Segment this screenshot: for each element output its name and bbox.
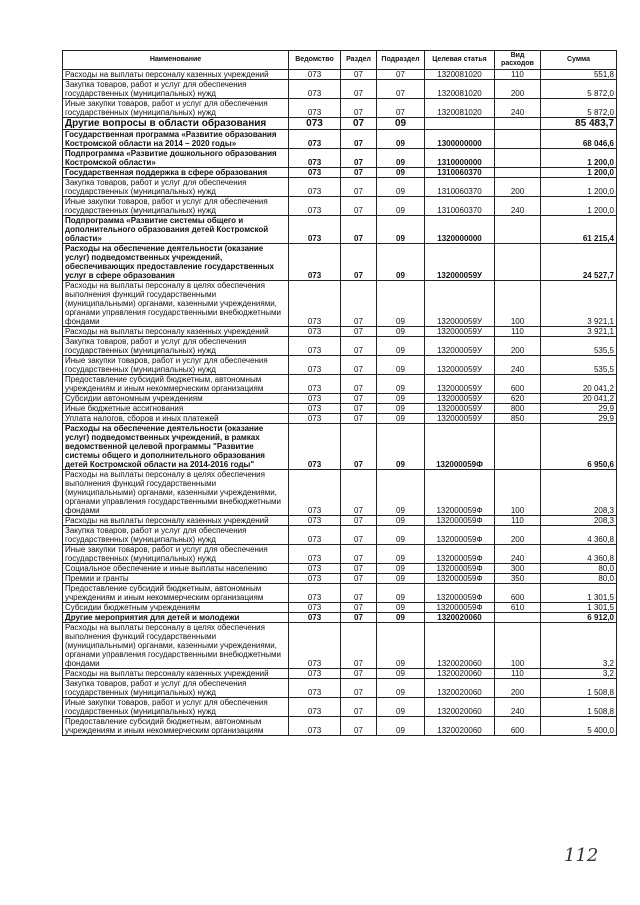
row-subsection-cell: 09: [377, 118, 425, 130]
row-subsection-cell: 09: [377, 574, 425, 584]
row-section-cell: 07: [341, 99, 377, 118]
row-section-cell: 07: [341, 404, 377, 414]
row-amount-cell: 208,3: [541, 470, 617, 516]
row-section-cell: 07: [341, 356, 377, 375]
row-target-article-cell: 1320020060: [425, 669, 495, 679]
row-name-cell: Закупка товаров, работ и услуг для обеспечения государственных (муниципальных) нужд: [63, 526, 289, 545]
row-subsection-cell: 07: [377, 80, 425, 99]
row-amount-cell: 3 921,1: [541, 281, 617, 327]
row-amount-cell: 4 360,8: [541, 545, 617, 564]
row-subsection-cell: 09: [377, 337, 425, 356]
row-amount-cell: 1 200,0: [541, 149, 617, 168]
row-target-article-cell: 132000059У: [425, 244, 495, 281]
row-name-cell: Расходы на обеспечение деятельности (оказание услуг) подведомственных учреждений, обеспечивающих предоставление государственных услуг в сфере образования: [63, 244, 289, 281]
row-subsection-cell: 09: [377, 545, 425, 564]
row-target-article-cell: 1320081020: [425, 80, 495, 99]
row-department-cell: 073: [289, 679, 341, 698]
row-name-cell: Уплата налогов, сборов и иных платежей: [63, 414, 289, 424]
row-subsection-cell: 09: [377, 327, 425, 337]
row-name-cell: Субсидии автономным учреждениям: [63, 394, 289, 404]
table-row: [63, 327, 617, 337]
row-amount-cell: 80,0: [541, 564, 617, 574]
table-row: [63, 99, 617, 118]
table-row: [63, 197, 617, 216]
row-section-cell: 07: [341, 717, 377, 736]
row-subsection-cell: 09: [377, 526, 425, 545]
row-expense-type-cell: 350: [495, 574, 541, 584]
row-section-cell: 07: [341, 216, 377, 244]
table-row: [63, 244, 617, 281]
row-subsection-cell: 09: [377, 197, 425, 216]
row-section-cell: 07: [341, 623, 377, 669]
row-amount-cell: 1 301,5: [541, 584, 617, 603]
row-section-cell: 07: [341, 669, 377, 679]
row-department-cell: 073: [289, 178, 341, 197]
row-amount-cell: 535,5: [541, 356, 617, 375]
table-row: [63, 679, 617, 698]
row-section-cell: 07: [341, 526, 377, 545]
row-amount-cell: 1 200,0: [541, 178, 617, 197]
row-expense-type-cell: 110: [495, 516, 541, 526]
row-name-cell: Иные закупки товаров, работ и услуг для обеспечения государственных (муниципальных) нужд: [63, 698, 289, 717]
row-target-article-cell: 132000059У: [425, 356, 495, 375]
table-row: [63, 70, 617, 80]
row-name-cell: Другие вопросы в области образования: [63, 118, 289, 130]
row-name-cell: Предоставление субсидий бюджетным, автономным учреждениям и иным некоммерческим организациям: [63, 717, 289, 736]
row-target-article-cell: 1300000000: [425, 130, 495, 149]
row-target-article-cell: 132000059Ф: [425, 603, 495, 613]
row-section-cell: 07: [341, 698, 377, 717]
table-row: [63, 516, 617, 526]
row-name-cell: Другие мероприятия для детей и молодежи: [63, 613, 289, 623]
row-subsection-cell: 09: [377, 356, 425, 375]
row-department-cell: 073: [289, 337, 341, 356]
row-department-cell: 073: [289, 327, 341, 337]
row-expense-type-cell: 240: [495, 545, 541, 564]
row-section-cell: 07: [341, 584, 377, 603]
header-department: Ведомство: [289, 51, 341, 70]
row-department-cell: 073: [289, 130, 341, 149]
row-expense-type-cell: 110: [495, 669, 541, 679]
row-target-article-cell: 1310060370: [425, 197, 495, 216]
row-section-cell: 07: [341, 564, 377, 574]
table-row: [63, 526, 617, 545]
row-name-cell: Иные закупки товаров, работ и услуг для обеспечения государственных (муниципальных) нужд: [63, 99, 289, 118]
row-subsection-cell: 09: [377, 623, 425, 669]
row-expense-type-cell: 100: [495, 470, 541, 516]
budget-table: [62, 50, 617, 736]
row-name-cell: Расходы на выплаты персоналу в целях обеспечения выполнения функций государственными (муниципальными) органами, казенными учреждениями, органами управления государственными внебюджетными фондами: [63, 623, 289, 669]
header-name: Наименование: [63, 51, 289, 70]
row-subsection-cell: 09: [377, 168, 425, 178]
row-target-article-cell: 1320020060: [425, 698, 495, 717]
row-amount-cell: 29,9: [541, 404, 617, 414]
row-subsection-cell: 09: [377, 216, 425, 244]
row-department-cell: 073: [289, 70, 341, 80]
table-header-row: [63, 51, 617, 70]
row-name-cell: Расходы на выплаты персоналу в целях обеспечения выполнения функций государственными (муниципальными) органами, казенными учреждениями, органами управления государственными внебюджетными фондами: [63, 281, 289, 327]
row-department-cell: 073: [289, 545, 341, 564]
row-section-cell: 07: [341, 337, 377, 356]
row-subsection-cell: 09: [377, 470, 425, 516]
table-row: [63, 149, 617, 168]
row-expense-type-cell: [495, 216, 541, 244]
row-target-article-cell: 1320020060: [425, 623, 495, 669]
row-name-cell: Иные закупки товаров, работ и услуг для обеспечения государственных (муниципальных) нужд: [63, 197, 289, 216]
row-name-cell: Закупка товаров, работ и услуг для обеспечения государственных (муниципальных) нужд: [63, 80, 289, 99]
row-amount-cell: 5 872,0: [541, 80, 617, 99]
row-name-cell: Расходы на выплаты персоналу казенных учреждений: [63, 516, 289, 526]
table-row: [63, 281, 617, 327]
table-row: [63, 669, 617, 679]
row-department-cell: 073: [289, 424, 341, 470]
row-subsection-cell: 09: [377, 149, 425, 168]
header-amount: Сумма: [541, 51, 617, 70]
table-row: [63, 168, 617, 178]
row-name-cell: Иные закупки товаров, работ и услуг для обеспечения государственных (муниципальных) нужд: [63, 356, 289, 375]
row-target-article-cell: 1320020060: [425, 717, 495, 736]
row-section-cell: 07: [341, 613, 377, 623]
row-name-cell: Иные закупки товаров, работ и услуг для обеспечения государственных (муниципальных) нужд: [63, 545, 289, 564]
row-section-cell: 07: [341, 178, 377, 197]
row-section-cell: 07: [341, 603, 377, 613]
row-subsection-cell: 09: [377, 613, 425, 623]
row-subsection-cell: 09: [377, 244, 425, 281]
row-department-cell: 073: [289, 603, 341, 613]
row-target-article-cell: 132000059Ф: [425, 526, 495, 545]
table-row: [63, 404, 617, 414]
table-row: [63, 613, 617, 623]
row-department-cell: 073: [289, 281, 341, 327]
row-expense-type-cell: 200: [495, 526, 541, 545]
row-department-cell: 073: [289, 516, 341, 526]
row-expense-type-cell: 200: [495, 337, 541, 356]
row-subsection-cell: 09: [377, 584, 425, 603]
table-row: [63, 216, 617, 244]
row-expense-type-cell: 110: [495, 70, 541, 80]
row-amount-cell: 3 921,1: [541, 327, 617, 337]
row-target-article-cell: 132000059Ф: [425, 584, 495, 603]
row-target-article-cell: 1320081020: [425, 70, 495, 80]
row-department-cell: 073: [289, 149, 341, 168]
row-name-cell: Закупка товаров, работ и услуг для обеспечения государственных (муниципальных) нужд: [63, 679, 289, 698]
table-row: [63, 623, 617, 669]
row-name-cell: Расходы на выплаты персоналу в целях обеспечения выполнения функций государственными (муниципальными) органами, казенными учреждениями, органами управления государственными внебюджетными фондами: [63, 470, 289, 516]
row-expense-type-cell: [495, 118, 541, 130]
row-name-cell: Подпрограмма «Развитие системы общего и дополнительного образования детей Костромской области»: [63, 216, 289, 244]
row-department-cell: 073: [289, 244, 341, 281]
row-department-cell: 073: [289, 197, 341, 216]
row-expense-type-cell: 200: [495, 178, 541, 197]
row-section-cell: 07: [341, 574, 377, 584]
row-expense-type-cell: 620: [495, 394, 541, 404]
row-target-article-cell: [425, 118, 495, 130]
row-expense-type-cell: [495, 168, 541, 178]
row-department-cell: 073: [289, 526, 341, 545]
table-row: [63, 545, 617, 564]
row-target-article-cell: 1310000000: [425, 149, 495, 168]
row-subsection-cell: 09: [377, 130, 425, 149]
row-section-cell: 07: [341, 149, 377, 168]
header-subsection: Подраздел: [377, 51, 425, 70]
row-department-cell: 073: [289, 404, 341, 414]
row-section-cell: 07: [341, 327, 377, 337]
page-number: 112: [564, 845, 599, 866]
row-target-article-cell: 132000059У: [425, 394, 495, 404]
row-amount-cell: 85 483,7: [541, 118, 617, 130]
row-amount-cell: 535,5: [541, 337, 617, 356]
row-amount-cell: 29,9: [541, 414, 617, 424]
row-department-cell: 073: [289, 118, 341, 130]
row-section-cell: 07: [341, 70, 377, 80]
row-expense-type-cell: 100: [495, 623, 541, 669]
row-amount-cell: 61 215,4: [541, 216, 617, 244]
row-target-article-cell: 1320020060: [425, 679, 495, 698]
row-amount-cell: 1 301,5: [541, 603, 617, 613]
row-expense-type-cell: 200: [495, 679, 541, 698]
row-department-cell: 073: [289, 216, 341, 244]
row-subsection-cell: 07: [377, 70, 425, 80]
row-subsection-cell: 09: [377, 424, 425, 470]
row-subsection-cell: 09: [377, 414, 425, 424]
row-expense-type-cell: 600: [495, 717, 541, 736]
row-department-cell: 073: [289, 717, 341, 736]
row-name-cell: Закупка товаров, работ и услуг для обеспечения государственных (муниципальных) нужд: [63, 337, 289, 356]
row-target-article-cell: 132000059Ф: [425, 516, 495, 526]
table-row: [63, 394, 617, 404]
row-department-cell: 073: [289, 80, 341, 99]
header-target-article: Целевая статья: [425, 51, 495, 70]
row-name-cell: Расходы на обеспечение деятельности (оказание услуг) подведомственных учреждений, в рамках ведомственной целевой программы "Развитие системы общего и дополнительного образования детей Костромской области на 2014-2016 годы": [63, 424, 289, 470]
row-expense-type-cell: [495, 613, 541, 623]
row-section-cell: 07: [341, 424, 377, 470]
row-section-cell: 07: [341, 244, 377, 281]
row-target-article-cell: 132000059У: [425, 375, 495, 394]
row-amount-cell: 20 041,2: [541, 394, 617, 404]
table-row: [63, 584, 617, 603]
header-expense-type: Вид расходов: [495, 51, 541, 70]
row-department-cell: 073: [289, 574, 341, 584]
row-amount-cell: 68 046,6: [541, 130, 617, 149]
row-department-cell: 073: [289, 470, 341, 516]
row-target-article-cell: 132000059У: [425, 414, 495, 424]
row-amount-cell: 3,2: [541, 669, 617, 679]
table-row: [63, 375, 617, 394]
row-amount-cell: 3,2: [541, 623, 617, 669]
row-amount-cell: 6 912,0: [541, 613, 617, 623]
row-subsection-cell: 09: [377, 281, 425, 327]
row-expense-type-cell: 240: [495, 197, 541, 216]
row-target-article-cell: 1320081020: [425, 99, 495, 118]
row-section-cell: 07: [341, 470, 377, 516]
row-target-article-cell: 1310060370: [425, 168, 495, 178]
row-amount-cell: 1 200,0: [541, 168, 617, 178]
row-name-cell: Предоставление субсидий бюджетным, автономным учреждениям и иным некоммерческим организациям: [63, 375, 289, 394]
row-expense-type-cell: 600: [495, 375, 541, 394]
table-row: [63, 118, 617, 130]
row-target-article-cell: 132000059Ф: [425, 470, 495, 516]
row-target-article-cell: 1310060370: [425, 178, 495, 197]
row-target-article-cell: 132000059Ф: [425, 424, 495, 470]
row-expense-type-cell: 240: [495, 356, 541, 375]
row-expense-type-cell: 240: [495, 698, 541, 717]
row-name-cell: Субсидии бюджетным учреждениям: [63, 603, 289, 613]
table-body: [63, 70, 617, 736]
row-subsection-cell: 09: [377, 698, 425, 717]
row-expense-type-cell: 100: [495, 281, 541, 327]
row-amount-cell: 1 200,0: [541, 197, 617, 216]
row-subsection-cell: 09: [377, 375, 425, 394]
row-target-article-cell: 132000059У: [425, 327, 495, 337]
row-subsection-cell: 07: [377, 99, 425, 118]
row-section-cell: 07: [341, 197, 377, 216]
table-row: [63, 414, 617, 424]
row-section-cell: 07: [341, 80, 377, 99]
table-row: [63, 603, 617, 613]
row-target-article-cell: 1320020060: [425, 613, 495, 623]
table-row: [63, 698, 617, 717]
row-department-cell: 073: [289, 669, 341, 679]
row-amount-cell: 1 508,8: [541, 679, 617, 698]
table-row: [63, 424, 617, 470]
row-name-cell: Предоставление субсидий бюджетным, автономным учреждениям и иным некоммерческим организациям: [63, 584, 289, 603]
row-amount-cell: 551,8: [541, 70, 617, 80]
row-section-cell: 07: [341, 118, 377, 130]
row-name-cell: Государственная программа «Развитие образования Костромской области на 2014 – 2020 годы»: [63, 130, 289, 149]
row-target-article-cell: 132000059Ф: [425, 545, 495, 564]
row-expense-type-cell: 110: [495, 327, 541, 337]
row-amount-cell: 24 527,7: [541, 244, 617, 281]
row-section-cell: 07: [341, 545, 377, 564]
row-section-cell: 07: [341, 281, 377, 327]
row-department-cell: 073: [289, 356, 341, 375]
row-expense-type-cell: [495, 244, 541, 281]
header-section: Раздел: [341, 51, 377, 70]
row-expense-type-cell: 610: [495, 603, 541, 613]
row-name-cell: Государственная поддержка в сфере образования: [63, 168, 289, 178]
row-expense-type-cell: [495, 149, 541, 168]
row-subsection-cell: 09: [377, 394, 425, 404]
row-expense-type-cell: 300: [495, 564, 541, 574]
row-amount-cell: 1 508,8: [541, 698, 617, 717]
row-subsection-cell: 09: [377, 669, 425, 679]
row-target-article-cell: 132000059Ф: [425, 574, 495, 584]
row-name-cell: Подпрограмма «Развитие дошкольного образования Костромской области»: [63, 149, 289, 168]
table-row: [63, 337, 617, 356]
row-expense-type-cell: 850: [495, 414, 541, 424]
row-subsection-cell: 09: [377, 679, 425, 698]
row-department-cell: 073: [289, 394, 341, 404]
row-amount-cell: 5 872,0: [541, 99, 617, 118]
row-section-cell: 07: [341, 679, 377, 698]
row-subsection-cell: 09: [377, 404, 425, 414]
row-expense-type-cell: 600: [495, 584, 541, 603]
row-department-cell: 073: [289, 168, 341, 178]
row-section-cell: 07: [341, 516, 377, 526]
table-row: [63, 564, 617, 574]
row-name-cell: Расходы на выплаты персоналу казенных учреждений: [63, 70, 289, 80]
row-section-cell: 07: [341, 375, 377, 394]
row-target-article-cell: 132000059У: [425, 404, 495, 414]
row-department-cell: 073: [289, 375, 341, 394]
row-expense-type-cell: 800: [495, 404, 541, 414]
row-department-cell: 073: [289, 414, 341, 424]
table-row: [63, 178, 617, 197]
table-row: [63, 574, 617, 584]
row-amount-cell: 80,0: [541, 574, 617, 584]
table-row: [63, 356, 617, 375]
row-department-cell: 073: [289, 623, 341, 669]
table-row: [63, 717, 617, 736]
row-subsection-cell: 09: [377, 603, 425, 613]
row-target-article-cell: 132000059У: [425, 281, 495, 327]
row-subsection-cell: 09: [377, 717, 425, 736]
row-department-cell: 073: [289, 584, 341, 603]
table-row: [63, 80, 617, 99]
row-section-cell: 07: [341, 130, 377, 149]
row-subsection-cell: 09: [377, 564, 425, 574]
table-row: [63, 470, 617, 516]
table-row: [63, 130, 617, 149]
row-department-cell: 073: [289, 613, 341, 623]
row-name-cell: Расходы на выплаты персоналу казенных учреждений: [63, 327, 289, 337]
row-expense-type-cell: [495, 424, 541, 470]
row-name-cell: Социальное обеспечение и иные выплаты населению: [63, 564, 289, 574]
row-target-article-cell: 1320000000: [425, 216, 495, 244]
row-amount-cell: 4 360,8: [541, 526, 617, 545]
row-target-article-cell: 132000059Ф: [425, 564, 495, 574]
row-amount-cell: 208,3: [541, 516, 617, 526]
row-subsection-cell: 09: [377, 178, 425, 197]
row-department-cell: 073: [289, 698, 341, 717]
row-amount-cell: 5 400,0: [541, 717, 617, 736]
row-section-cell: 07: [341, 414, 377, 424]
row-section-cell: 07: [341, 394, 377, 404]
row-expense-type-cell: 200: [495, 80, 541, 99]
row-target-article-cell: 132000059У: [425, 337, 495, 356]
row-amount-cell: 6 950,6: [541, 424, 617, 470]
row-department-cell: 073: [289, 564, 341, 574]
row-expense-type-cell: [495, 130, 541, 149]
row-expense-type-cell: 240: [495, 99, 541, 118]
row-name-cell: Расходы на выплаты персоналу казенных учреждений: [63, 669, 289, 679]
row-department-cell: 073: [289, 99, 341, 118]
row-section-cell: 07: [341, 168, 377, 178]
row-amount-cell: 20 041,2: [541, 375, 617, 394]
row-name-cell: Иные бюджетные ассигнования: [63, 404, 289, 414]
row-subsection-cell: 09: [377, 516, 425, 526]
row-name-cell: Закупка товаров, работ и услуг для обеспечения государственных (муниципальных) нужд: [63, 178, 289, 197]
row-name-cell: Премии и гранты: [63, 574, 289, 584]
